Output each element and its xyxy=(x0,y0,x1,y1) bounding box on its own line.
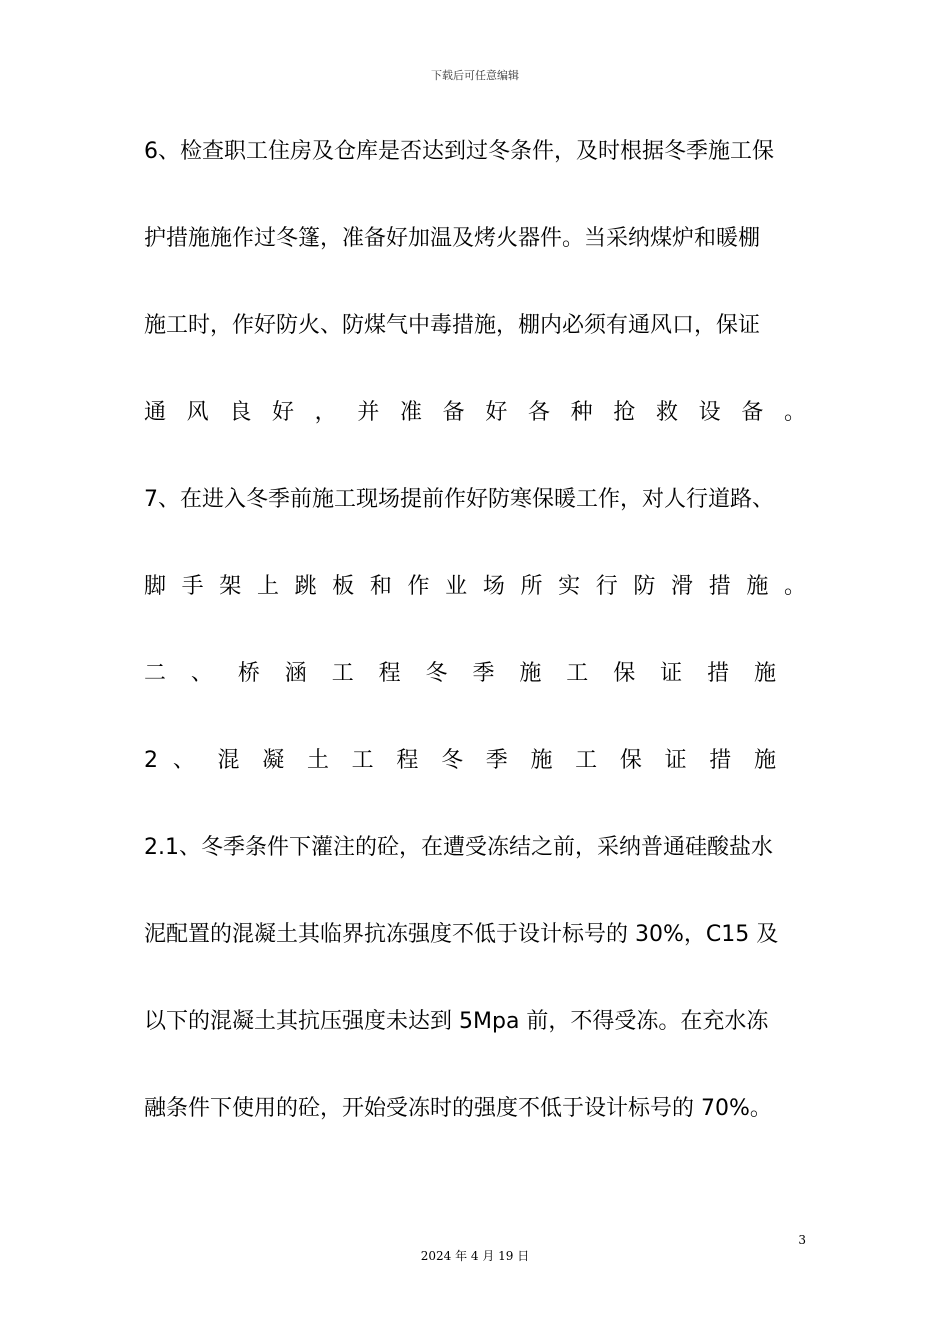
page-number: 3 xyxy=(798,1233,806,1247)
subsection-heading: 2 、 混 凝 土 工 程 冬 季 施 工 保 证 措 施 xyxy=(144,748,776,773)
paragraph-line: 施工时，作好防火、防煤气中毒措施，棚内必须有通风口，保证 xyxy=(144,313,761,338)
paragraph-line: 6、检查职工住房及仓库是否达到过冬条件，及时根据冬季施工保 xyxy=(144,139,774,164)
paragraph-line: 以下的混凝土其抗压强度未达到 5Mpa 前，不得受冻。在充水冻 xyxy=(144,1009,769,1034)
paragraph-line: 7、在进入冬季前施工现场提前作好防寒保暖工作，对人行道路、 xyxy=(144,487,774,512)
footer-date: 2024 年 4 月 19 日 xyxy=(420,1249,530,1263)
paragraph-line: 通 风 良 好 ， 并 准 备 好 各 种 抢 救 设 备 。 xyxy=(144,400,806,425)
paragraph-line: 2.1、冬季条件下灌注的砼，在遭受冻结之前，采纳普通硅酸盐水 xyxy=(144,835,773,860)
paragraph-line: 护措施施作过冬篷，准备好加温及烤火器件。当采纳煤炉和暖棚 xyxy=(144,226,761,251)
paragraph-line: 融条件下使用的砼，开始受冻时的强度不低于设计标号的 70%。 xyxy=(144,1096,772,1121)
section-heading: 二 、 桥 涵 工 程 冬 季 施 工 保 证 措 施 xyxy=(144,661,776,686)
paragraph-line: 泥配置的混凝土其临界抗冻强度不低于设计标号的 30%，C15 及 xyxy=(144,922,779,947)
header-note: 下载后可任意编辑 xyxy=(431,69,519,82)
paragraph-line: 脚 手 架 上 跳 板 和 作 业 场 所 实 行 防 滑 措 施 。 xyxy=(144,574,806,599)
